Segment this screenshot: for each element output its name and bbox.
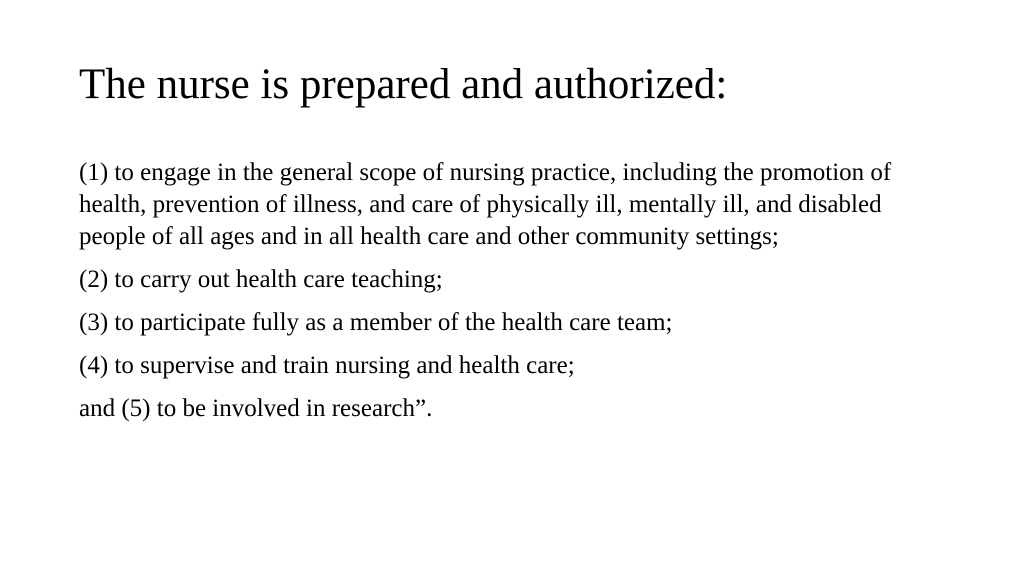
paragraph-item-2: (2) to carry out health care teaching; <box>79 266 443 293</box>
slide-body <box>79 157 939 436</box>
slide-title: The nurse is prepared and authorized: <box>79 61 728 108</box>
paragraph-item-3: (3) to participate fully as a member of the health care team; <box>79 309 673 336</box>
paragraph-item-5: and (5) to be involved in research”. <box>79 395 433 422</box>
paragraph-item-1: (1) to engage in the general scope of nursing practice, including the promotion of health, prevention of illness, and care of physically ill, mentally ill, and disabled people of all ages and in all health care and other community settings; <box>79 159 892 250</box>
paragraph-item-4: (4) to supervise and train nursing and health care; <box>79 352 575 379</box>
